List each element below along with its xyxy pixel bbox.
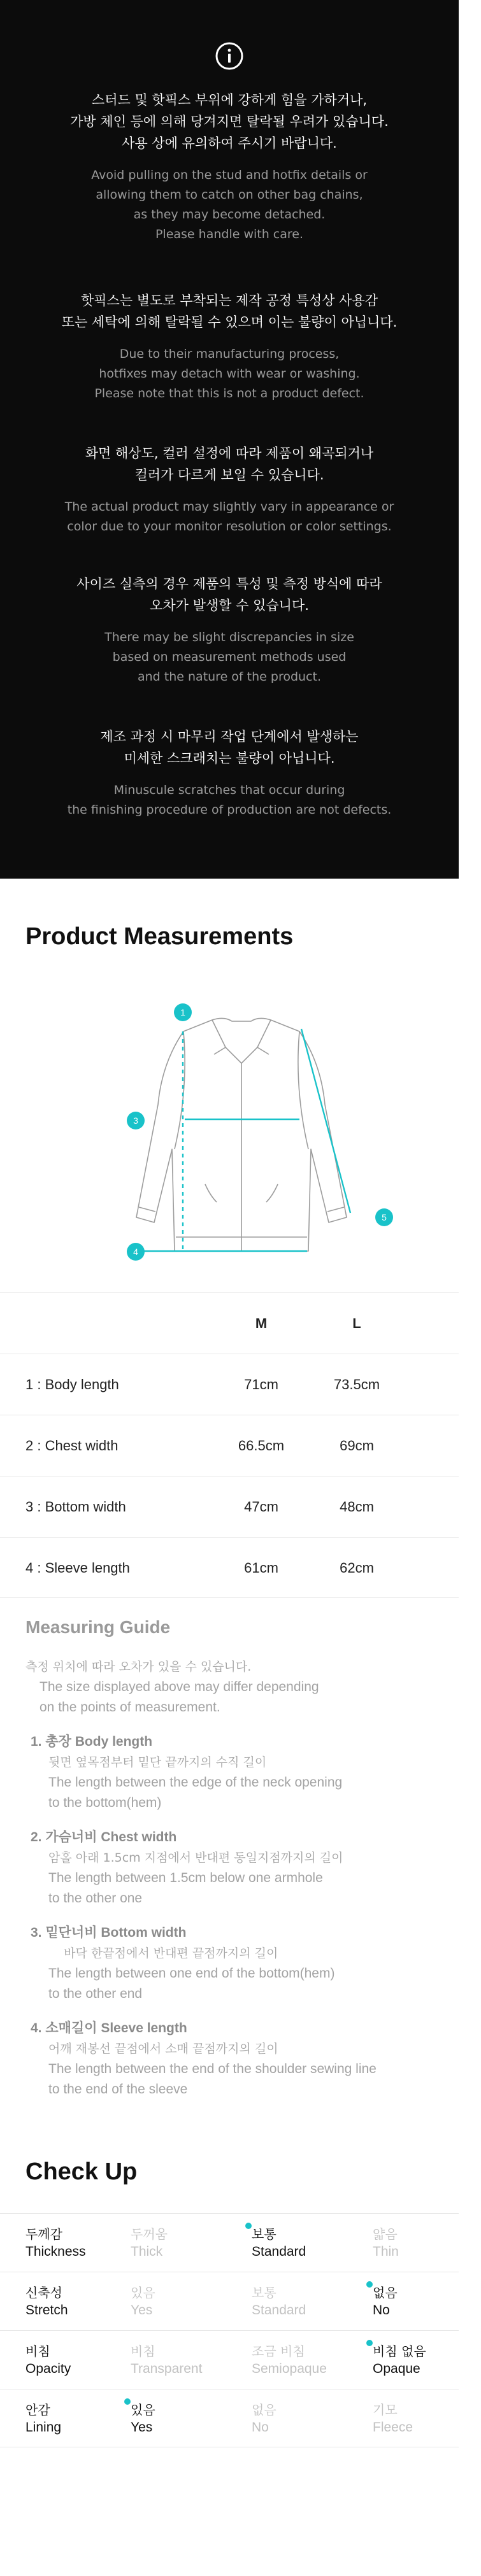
category-en: Thickness bbox=[25, 2244, 86, 2259]
category-ko: 안감 bbox=[25, 2402, 50, 2417]
option-en: Standard bbox=[252, 2303, 306, 2318]
notice-en: Avoid pulling on the stud and hotfix details or allowing them to catch on other bag chains, as they may become detached. Please handle with care. bbox=[91, 168, 368, 241]
row-label: 1 : Body length bbox=[25, 1376, 119, 1392]
category-en: Stretch bbox=[25, 2303, 68, 2318]
size-header-m: M bbox=[255, 1315, 268, 1331]
guide-item-ko: 암홀 아래 1.5cm 지점에서 반대편 동일지점까지의 길이 bbox=[48, 1851, 343, 1865]
marker-5-label: 5 bbox=[382, 1212, 387, 1222]
value-l: 69cm bbox=[340, 1438, 374, 1454]
option-ko: 보통 bbox=[252, 2226, 276, 2242]
checkup-option bbox=[373, 2342, 481, 2378]
option-en: Opaque bbox=[373, 2361, 420, 2376]
checkup-option bbox=[131, 2342, 239, 2378]
notice-en: The actual product may slightly vary in appearance or color due to your monitor resolution or color settings. bbox=[64, 500, 394, 534]
guide-item-chest-width bbox=[25, 1827, 440, 1909]
value-m: 71cm bbox=[244, 1376, 278, 1392]
marker-1 bbox=[174, 1003, 192, 1021]
value-m: 61cm bbox=[244, 1560, 278, 1576]
value-m: 47cm bbox=[244, 1499, 278, 1515]
option-ko: 없음 bbox=[373, 2285, 398, 2300]
product-info bbox=[0, 879, 459, 2576]
option-en: No bbox=[373, 2303, 390, 2318]
marker-3-label: 3 bbox=[133, 1115, 138, 1126]
option-ko: 비침 bbox=[131, 2344, 155, 2359]
guide-item-ko: 어깨 재봉선 끝점에서 소매 끝점까지의 길이 bbox=[48, 2042, 278, 2056]
guide-item-title: 1. 총장 Body length bbox=[31, 1734, 153, 1749]
option-en: Thin bbox=[373, 2244, 399, 2259]
guide-intro-ko: 측정 위치에 따라 오차가 있을 수 있습니다. bbox=[25, 1660, 252, 1674]
selected-dot-icon bbox=[124, 2398, 131, 2405]
option-en: Transparent bbox=[131, 2361, 203, 2376]
guide-item-bottom-width bbox=[25, 1923, 440, 2004]
selected-dot-icon bbox=[366, 2340, 373, 2346]
marker-4-label: 4 bbox=[133, 1247, 138, 1257]
checkup-row-thickness bbox=[0, 2213, 459, 2272]
option-en: Yes bbox=[131, 2303, 153, 2318]
guide-item-title: 4. 소매길이 Sleeve length bbox=[31, 2021, 187, 2035]
option-ko: 비침 없음 bbox=[373, 2344, 426, 2359]
checkup-option bbox=[252, 2284, 360, 2319]
measuring-guide bbox=[25, 1617, 440, 2100]
table-row bbox=[0, 1537, 459, 1598]
notice-block-hotfix bbox=[0, 290, 459, 404]
table-row bbox=[0, 1476, 459, 1537]
guide-item-ko: 뒷면 옆목점부터 밑단 끝까지의 수직 길이 bbox=[48, 1755, 267, 1769]
selected-dot-icon bbox=[245, 2223, 252, 2229]
option-en: Fleece bbox=[373, 2420, 413, 2435]
notice-ko: 화면 해상도, 컬러 설정에 따라 제품이 왜곡되거나 컬러가 다르게 보일 수 있습니다. bbox=[85, 446, 374, 483]
checkup-option bbox=[252, 2401, 360, 2437]
option-en: No bbox=[252, 2420, 269, 2435]
care-notice-section bbox=[0, 0, 459, 879]
guide-item-body-length bbox=[25, 1732, 440, 1813]
guide-intro-en: The size displayed above may differ depending on the points of measurement. bbox=[39, 1680, 319, 1715]
jacket-outline-icon bbox=[136, 1018, 347, 1251]
measurements-title: Product Measurements bbox=[25, 923, 294, 950]
diagram-markers: 1 3 4 5 2 bbox=[127, 1003, 393, 1261]
value-l: 62cm bbox=[340, 1560, 374, 1576]
marker-4 bbox=[127, 1243, 145, 1261]
checkup-title: Check Up bbox=[25, 2158, 138, 2185]
jacket-measurement-diagram bbox=[89, 984, 395, 1286]
guide-item-ko: 바닥 한끝점에서 반대편 끝점까지의 길이 bbox=[48, 1946, 278, 1960]
option-ko: 없음 bbox=[252, 2402, 276, 2417]
checkup-option bbox=[373, 2284, 481, 2319]
checkup-option bbox=[373, 2401, 481, 2437]
option-ko: 두꺼움 bbox=[131, 2226, 168, 2242]
value-m: 66.5cm bbox=[238, 1438, 285, 1454]
category-ko: 비침 bbox=[25, 2344, 50, 2359]
option-ko: 얇음 bbox=[373, 2226, 398, 2242]
measurement-lines bbox=[138, 1029, 350, 1251]
checkup-option bbox=[373, 2225, 481, 2261]
category-ko: 신축성 bbox=[25, 2285, 62, 2300]
option-en: Semiopaque bbox=[252, 2361, 327, 2376]
checkup-row-stretch bbox=[0, 2272, 459, 2330]
table-row bbox=[0, 1354, 459, 1415]
category-en: Opacity bbox=[25, 2361, 71, 2376]
checkup-table bbox=[0, 2213, 459, 2447]
notice-ko: 제조 과정 시 마무리 작업 단계에서 발생하는 미세한 스크래치는 불량이 아닙니다. bbox=[100, 729, 359, 766]
marker-1-label: 1 bbox=[180, 1007, 185, 1017]
notice-ko: 핫픽스는 별도로 부착되는 제작 공정 특성상 사용감 또는 세탁에 의해 탈락될 수 있으며 이는 불량이 아닙니다. bbox=[61, 293, 398, 330]
guide-item-title: 3. 밑단너비 Bottom width bbox=[31, 1925, 187, 1940]
checkup-option bbox=[131, 2401, 239, 2437]
checkup-category bbox=[25, 2284, 134, 2319]
info-icon bbox=[214, 41, 245, 71]
measurement-table bbox=[0, 1292, 459, 1598]
marker-3 bbox=[127, 1112, 145, 1129]
guide-item-sleeve-length bbox=[25, 2018, 440, 2100]
marker-5 bbox=[375, 1208, 393, 1226]
checkup-option bbox=[252, 2342, 360, 2378]
checkup-option bbox=[252, 2225, 360, 2261]
notice-en: Minuscule scratches that occur during the finishing procedure of production are not defects. bbox=[67, 783, 392, 817]
option-ko: 기모 bbox=[373, 2402, 398, 2417]
checkup-category bbox=[25, 2225, 134, 2261]
checkup-row-lining bbox=[0, 2389, 459, 2447]
checkup-row-opacity bbox=[0, 2330, 459, 2389]
guide-item-en: The length between the end of the shoulder sewing line to the end of the sleeve bbox=[48, 2062, 377, 2097]
notice-block-size bbox=[0, 573, 459, 687]
size-header-l: L bbox=[352, 1315, 361, 1331]
row-label: 3 : Bottom width bbox=[25, 1499, 126, 1515]
value-l: 73.5cm bbox=[333, 1376, 380, 1392]
row-label: 4 : Sleeve length bbox=[25, 1560, 130, 1576]
option-en: Thick bbox=[131, 2244, 163, 2259]
notice-ko: 스터드 및 핫픽스 부위에 강하게 힘을 가하거나, 가방 체인 등에 의해 당겨지면 탈락될 우려가 있습니다. 사용 상에 유의하여 주시기 바랍니다. bbox=[70, 92, 389, 151]
table-header-row bbox=[0, 1292, 459, 1354]
row-label: 2 : Chest width bbox=[25, 1438, 118, 1454]
checkup-option bbox=[131, 2225, 239, 2261]
table-row bbox=[0, 1415, 459, 1476]
guide-item-title: 2. 가슴너비 Chest width bbox=[31, 1830, 177, 1844]
notice-en: There may be slight discrepancies in size based on measurement methods used and the nature of the product. bbox=[104, 630, 354, 684]
sleeve-length-line bbox=[301, 1029, 350, 1213]
guide-title: Measuring Guide bbox=[25, 1617, 171, 1637]
notice-en: Due to their manufacturing process, hotfixes may detach with wear or washing. Please note that this is not a product defect. bbox=[94, 347, 364, 400]
notice-ko: 사이즈 실측의 경우 제품의 특성 및 측정 방식에 따라 오차가 발생할 수 있습니다. bbox=[76, 576, 382, 613]
guide-item-en: The length between one end of the bottom(hem) to the other end bbox=[48, 1966, 335, 2001]
checkup-category bbox=[25, 2401, 134, 2437]
selected-dot-icon bbox=[366, 2281, 373, 2288]
option-ko: 있음 bbox=[131, 2285, 155, 2300]
notice-block-stud bbox=[0, 89, 459, 244]
notice-block-scratch bbox=[0, 726, 459, 820]
option-en: Yes bbox=[131, 2420, 153, 2435]
option-ko: 조금 비침 bbox=[252, 2344, 305, 2359]
category-ko: 두께감 bbox=[25, 2226, 62, 2242]
category-en: Lining bbox=[25, 2420, 62, 2435]
guide-item-en: The length between the edge of the neck opening to the bottom(hem) bbox=[48, 1775, 343, 1810]
value-l: 48cm bbox=[340, 1499, 374, 1515]
checkup-option bbox=[131, 2284, 239, 2319]
option-ko: 있음 bbox=[131, 2402, 155, 2417]
option-en: Standard bbox=[252, 2244, 306, 2259]
checkup-category bbox=[25, 2342, 134, 2378]
option-ko: 보통 bbox=[252, 2285, 276, 2300]
notice-block-color bbox=[0, 442, 459, 537]
guide-item-en: The length between 1.5cm below one armhole to the other one bbox=[48, 1871, 323, 1906]
